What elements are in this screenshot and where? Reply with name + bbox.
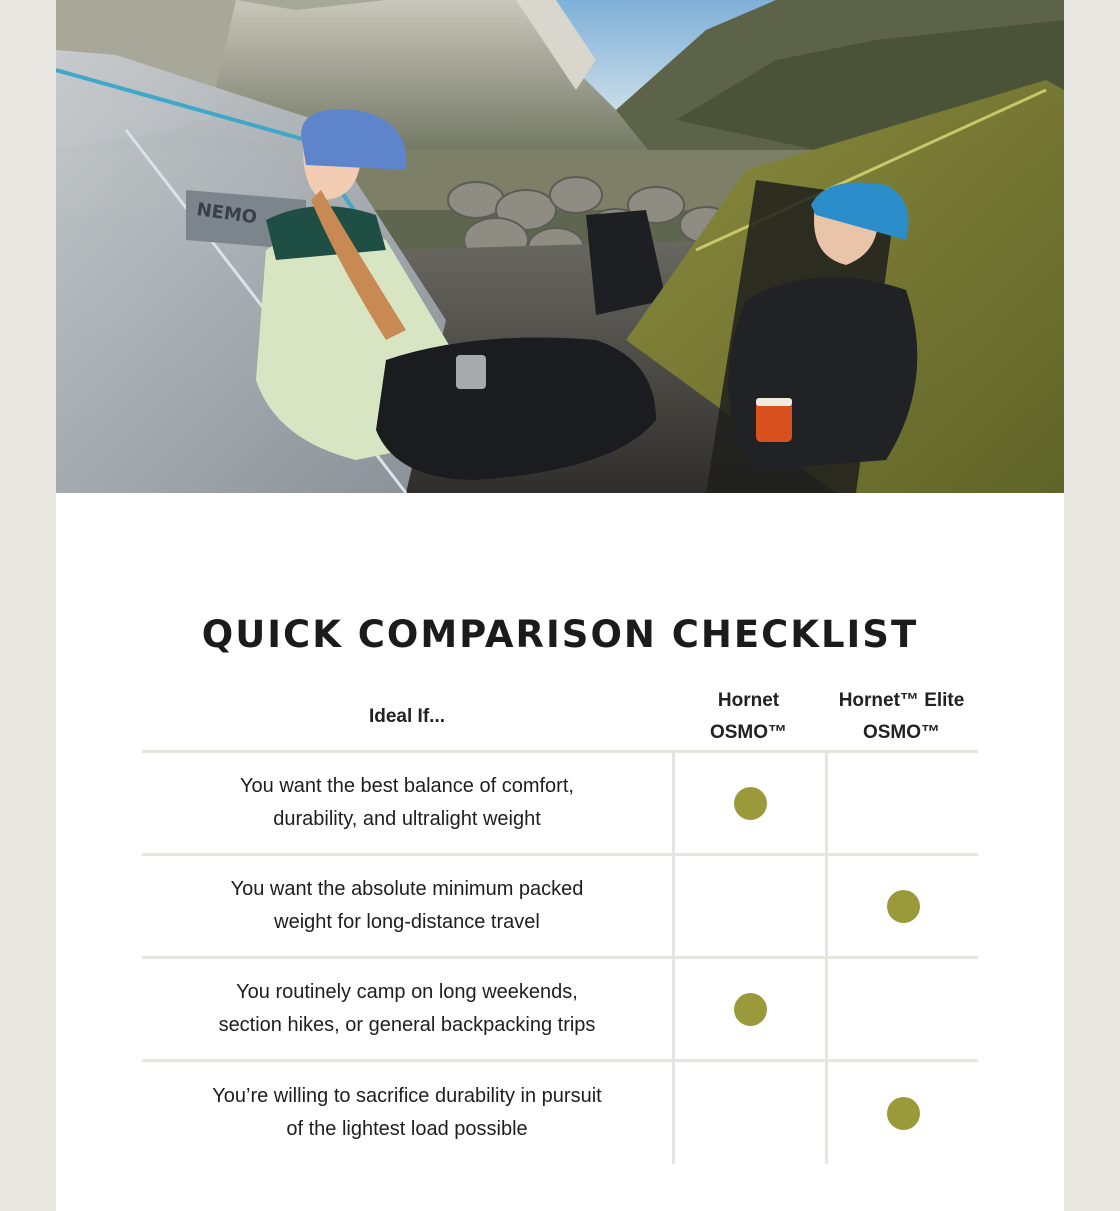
check-dot-icon: [734, 787, 767, 820]
header-ideal-if: Ideal If...: [368, 706, 446, 727]
check-dot-icon: [887, 890, 920, 923]
table-row: [142, 1062, 978, 1164]
hornet-osmo-cell: [672, 959, 825, 1059]
hornet-elite-osmo-cell: [825, 753, 978, 853]
hornet-elite-osmo-cell: [825, 1062, 978, 1164]
table-row: [142, 856, 978, 959]
hero-photo: [56, 0, 1064, 493]
row-description: You routinely camp on long weekends, section hikes, or general backpacking trips: [218, 981, 596, 1036]
hornet-osmo-cell: [672, 856, 825, 956]
header-hornet-osmo-line2: OSMO™: [709, 722, 788, 743]
row-description: You’re willing to sacrifice durability in pursuit of the lightest load possible: [212, 1085, 602, 1140]
header-hornet-elite-osmo-line1: Hornet™ Elite: [838, 690, 965, 711]
check-dot-icon: [734, 993, 767, 1026]
hornet-elite-osmo-cell: [825, 959, 978, 1059]
row-description: You want the absolute minimum packed weight for long-distance travel: [230, 878, 584, 933]
header-hornet-elite-osmo-line2: OSMO™: [862, 722, 941, 743]
header-hornet-osmo: [672, 684, 825, 750]
comparison-table: [142, 684, 978, 1164]
check-dot-icon: [887, 1097, 920, 1130]
hornet-osmo-cell: [672, 1062, 825, 1164]
table-header: [142, 684, 978, 753]
content-card: [56, 0, 1064, 1211]
header-hornet-elite-osmo: [825, 684, 978, 750]
table-row: [142, 959, 978, 1062]
header-hornet-osmo-line1: Hornet: [717, 690, 780, 711]
page-title: QUICK COMPARISON CHECKLIST: [201, 613, 919, 656]
hornet-osmo-cell: [672, 753, 825, 853]
hornet-elite-osmo-cell: [825, 856, 978, 956]
tent-logo: NEMO: [195, 199, 259, 229]
row-description: You want the best balance of comfort, durability, and ultralight weight: [240, 775, 574, 830]
table-row: [142, 753, 978, 856]
